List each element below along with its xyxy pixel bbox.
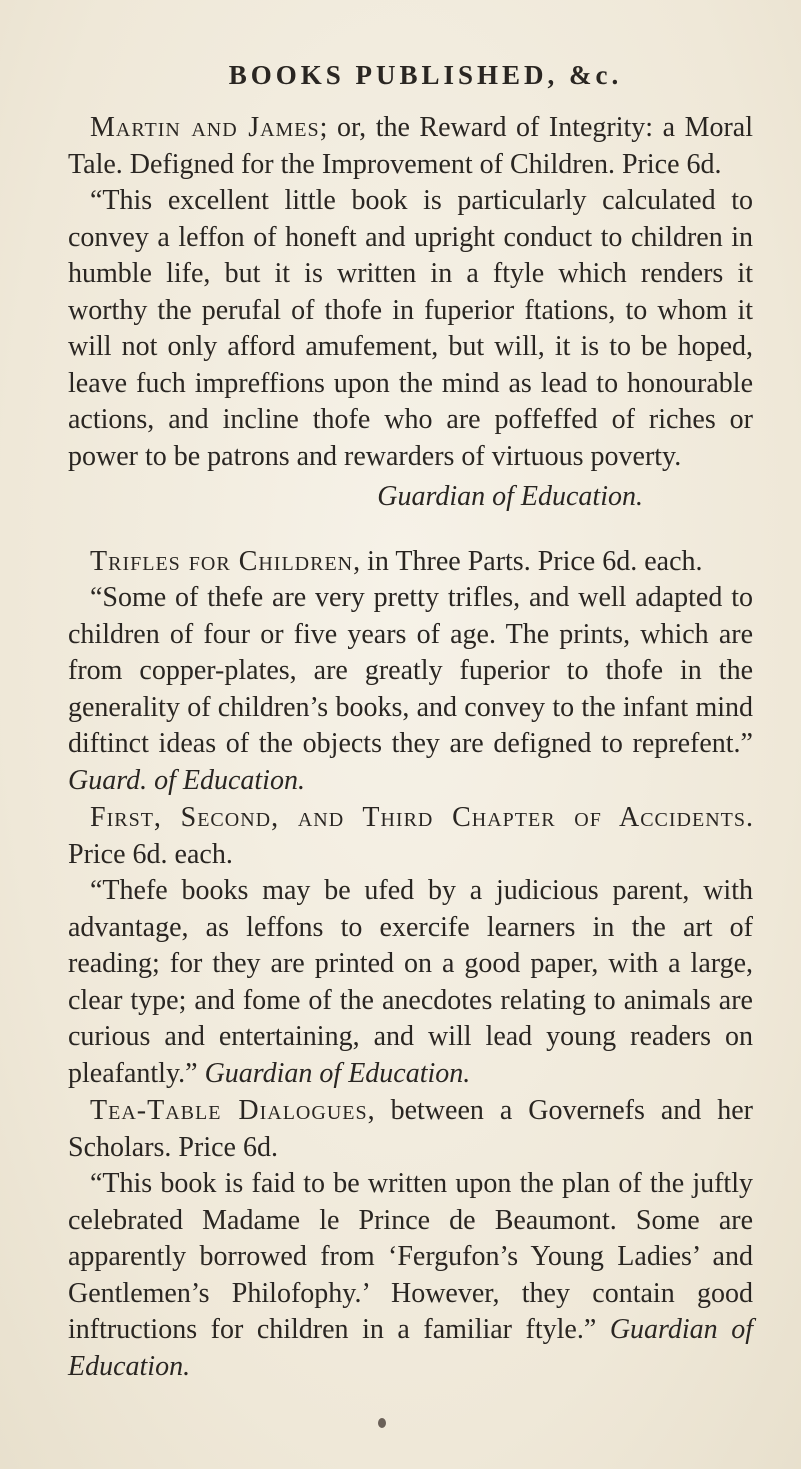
entry-title-rest: , between a Governefs and her Scholars. Price 6d. — [68, 1095, 754, 1163]
review-quote-text: “Thefe books may be ufed by a judicious parent, with advantage, as leffons to exercife learners in the art of reading; for they are printed on a good paper, with a large, clear type; and fome of the anecdotes relating to animals are curious and entertaining, and will lead young readers on pleafantly.” — [68, 875, 753, 1089]
entry-martin-and-james — [68, 109, 753, 515]
review-quote — [68, 873, 753, 1092]
review-attribution: Guardian of Education. — [204, 1057, 471, 1089]
entry-title — [68, 109, 753, 183]
review-quote — [68, 1166, 753, 1385]
entry-title-rest: ; or, the Reward of Integrity: a Moral Tale. Defigned for the Improvement of Children. Price 6d. — [68, 112, 754, 180]
review-quote-text: “This book is faid to be written upon the plan of the juftly celebrated Madame le Prince de Beaumont. Some are apparently borrowed from ‘Fergufon’s Young Ladies’ and Gentlemen’s Philofophy.’ However, they contain good inftructions for children in a familiar ftyle.” — [68, 1168, 753, 1345]
entry-tea-table-dialogues — [68, 1092, 753, 1385]
entry-chapter-of-accidents — [68, 799, 753, 1092]
entry-title-rest: . Price 6d. each. — [68, 802, 753, 870]
entry-title-smallcaps: First, Second, and Third Chapter of Accidents — [90, 802, 746, 833]
entry-title-smallcaps: Trifles for Children — [90, 546, 354, 577]
review-attribution: Guardian of Education. — [377, 481, 643, 512]
entry-title — [68, 1092, 753, 1166]
review-quote — [68, 580, 753, 799]
entry-trifles-for-children — [68, 543, 753, 799]
review-quote-text: “Some of thefe are very pretty trifles, and well adapted to children of four or five years of age. The prints, which are from copper-plates, are greatly fuperior to thofe in the generality of children’s books, and convey to the infant mind diftinct ideas of the objects they are defigned to reprefent.” — [68, 582, 753, 759]
entry-title-smallcaps: Tea-Table Dialogues — [90, 1095, 368, 1126]
entry-title-smallcaps: Martin and James — [90, 112, 320, 143]
review-attribution: Guardian of Education. — [68, 1314, 754, 1382]
running-head: BOOKS PUBLISHED, &c. — [228, 60, 623, 90]
review-attribution: Guard. of Education. — [68, 764, 305, 796]
review-quote: “This excellent little book is particularly calculated to convey a leffon of honeft and upright conduct to children in humble life, but it is written in a ftyle which renders it worthy the perufal of thofe in fuperior ftations, to whom it will not only afford amufement, but will, it is to be hoped, leave fuch impreffions upon the mind as lead to honourable actions, and incline thofe who are poffeffed of riches or power to be patrons and rewarders of virtuous poverty. — [68, 185, 753, 472]
entry-title — [68, 799, 753, 873]
entry-title — [68, 543, 753, 580]
ink-dot-ornament — [378, 1418, 386, 1428]
entry-title-rest: , in Three Parts. Price 6d. each. — [353, 546, 703, 577]
